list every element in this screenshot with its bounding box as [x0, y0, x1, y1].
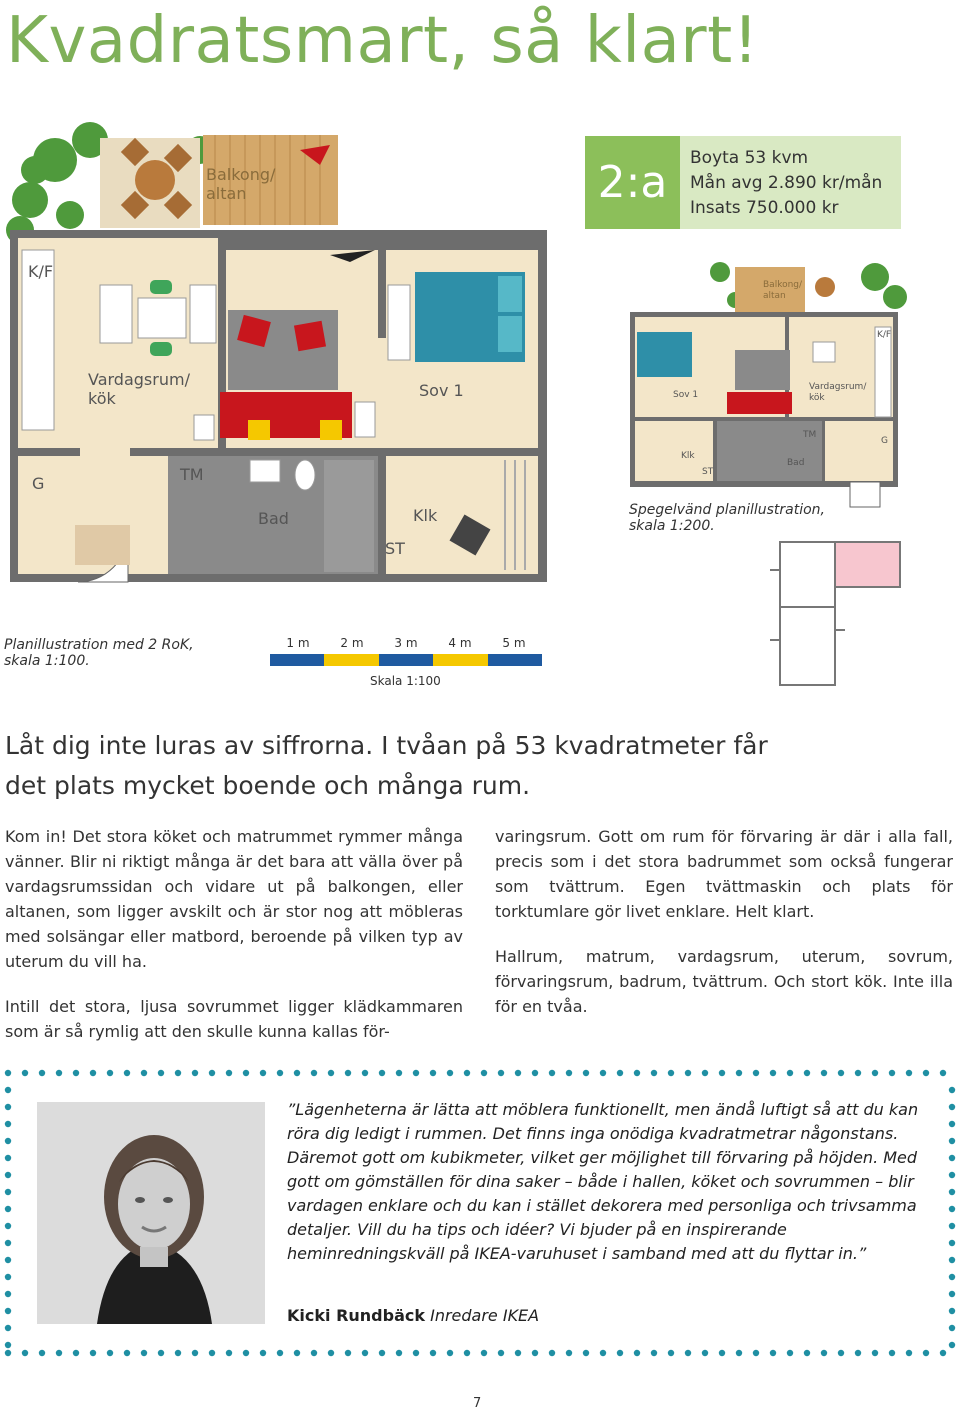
border-dot [787, 1070, 793, 1076]
border-dot [379, 1070, 385, 1076]
room-count: 2:a [585, 136, 680, 229]
border-dot [617, 1070, 623, 1076]
border-dot [345, 1350, 351, 1356]
border-dot [685, 1350, 691, 1356]
border-dot [702, 1350, 708, 1356]
border-dot [736, 1350, 742, 1356]
border-dot [532, 1350, 538, 1356]
border-dot [906, 1350, 912, 1356]
scale-segment [433, 654, 487, 666]
border-dot [617, 1350, 623, 1356]
border-dot [634, 1350, 640, 1356]
border-dot [464, 1070, 470, 1076]
portrait-photo [37, 1102, 265, 1324]
building-key-map [765, 540, 905, 690]
border-dot [362, 1350, 368, 1356]
border-dot [719, 1070, 725, 1076]
border-dot [56, 1070, 62, 1076]
border-dot [192, 1070, 198, 1076]
border-dot [5, 1189, 11, 1195]
scale-tick-3: 3 m [394, 636, 418, 650]
border-dot [872, 1070, 878, 1076]
border-dot [396, 1070, 402, 1076]
border-dot [447, 1070, 453, 1076]
border-dot [838, 1070, 844, 1076]
living-area: Boyta 53 kvm [690, 148, 809, 168]
border-dot [549, 1070, 555, 1076]
border-dot [5, 1104, 11, 1110]
body-column-1 [5, 824, 463, 1064]
border-dot [949, 1155, 955, 1161]
border-dot [73, 1350, 79, 1356]
headline: Låt dig inte luras av siffrorna. I tvåan på 53 kvadratmeter får det plats mycket boende och många rum. [5, 731, 768, 800]
border-dot [855, 1350, 861, 1356]
label-g: G [32, 474, 45, 493]
hall-bench [75, 525, 130, 565]
border-dot [5, 1342, 11, 1348]
border-dot [328, 1070, 334, 1076]
scale-segments [270, 654, 542, 666]
border-dot [566, 1350, 572, 1356]
border-dot [855, 1070, 861, 1076]
border-dot [73, 1070, 79, 1076]
border-dot [889, 1070, 895, 1076]
caption-large-plan: Planillustration med 2 RoK, skala 1:100. [4, 637, 194, 669]
border-dot [940, 1350, 946, 1356]
border-dot [277, 1350, 283, 1356]
border-dot [5, 1172, 11, 1178]
border-dot [549, 1350, 555, 1356]
small-label-closet: Klk [681, 451, 695, 461]
border-dot [209, 1350, 215, 1356]
border-dot [311, 1070, 317, 1076]
border-dot [175, 1350, 181, 1356]
border-dot [949, 1308, 955, 1314]
border-dot [923, 1070, 929, 1076]
toilet [295, 460, 315, 490]
border-dot [719, 1350, 725, 1356]
border-dot [5, 1240, 11, 1246]
border-dot [685, 1070, 691, 1076]
border-dot [736, 1070, 742, 1076]
border-dot [277, 1070, 283, 1076]
small-label-balcony: Balkong/ altan [763, 280, 803, 301]
apartment-details [680, 136, 901, 229]
border-dot [906, 1070, 912, 1076]
border-dot [770, 1350, 776, 1356]
border-dot [949, 1257, 955, 1263]
border-dot [634, 1070, 640, 1076]
border-dot [949, 1325, 955, 1331]
border-dot [5, 1223, 11, 1229]
deposit: Insats 750.000 kr [690, 198, 839, 218]
border-dot [949, 1291, 955, 1297]
scale-label: Skala 1:100 [370, 674, 441, 688]
border-dot [753, 1070, 759, 1076]
border-dot [532, 1070, 538, 1076]
scale-segment [488, 654, 542, 666]
border-dot [949, 1240, 955, 1246]
body-column-2 [495, 824, 953, 1039]
body-paragraph: Intill det stora, ljusa sovrummet ligger klädkammaren som är så rymlig att den skulle kunna kallas för- [5, 997, 463, 1041]
border-dot [124, 1350, 130, 1356]
border-dot [175, 1070, 181, 1076]
body-paragraph: Hallrum, matrum, vardagsrum, uterum, sovrum, förvaringsrum, badrum, tvättrum. Och stort kök. Inte illa för en tvåa. [495, 947, 953, 1016]
small-label-g: G [881, 436, 888, 446]
label-balcony: Balkong/ altan [206, 165, 276, 203]
border-dot [362, 1070, 368, 1076]
border-dot [940, 1070, 946, 1076]
border-dot [804, 1350, 810, 1356]
quote-author [287, 1306, 539, 1325]
border-dot [447, 1350, 453, 1356]
border-dot [5, 1206, 11, 1212]
border-dot [328, 1350, 334, 1356]
border-dot [5, 1138, 11, 1144]
border-dot [949, 1138, 955, 1144]
border-dot [5, 1121, 11, 1127]
border-dot [949, 1342, 955, 1348]
border-dot [515, 1350, 521, 1356]
border-dot [702, 1070, 708, 1076]
floor-plan-large-drawing [0, 120, 560, 630]
scale-segment [324, 654, 378, 666]
border-dot [566, 1070, 572, 1076]
border-dot [107, 1070, 113, 1076]
border-dot [5, 1308, 11, 1314]
border-dot [949, 1121, 955, 1127]
balcony-table [135, 160, 175, 200]
border-dot [651, 1350, 657, 1356]
small-label-kf: K/F [877, 330, 892, 340]
border-dot [22, 1350, 28, 1356]
floor-plan-small [625, 262, 960, 512]
border-dot [5, 1257, 11, 1263]
border-dot [430, 1350, 436, 1356]
border-dot [651, 1070, 657, 1076]
border-dot [787, 1350, 793, 1356]
border-dot [753, 1350, 759, 1356]
border-dot [56, 1350, 62, 1356]
border-dot [5, 1291, 11, 1297]
label-closet: Klk [413, 506, 438, 525]
border-dot [464, 1350, 470, 1356]
border-dot [39, 1070, 45, 1076]
border-dot [770, 1070, 776, 1076]
page-title: Kvadratsmart, så klart! [6, 4, 759, 78]
border-dot [294, 1070, 300, 1076]
border-dot [90, 1350, 96, 1356]
border-dot [600, 1350, 606, 1356]
border-dot [124, 1070, 130, 1076]
border-dot [141, 1070, 147, 1076]
border-dot [107, 1350, 113, 1356]
border-dot [158, 1350, 164, 1356]
small-label-tm: TM [803, 430, 817, 440]
page-number: 7 [473, 1396, 482, 1411]
border-dot [498, 1070, 504, 1076]
border-dot [515, 1070, 521, 1076]
floor-plan-large [0, 120, 560, 630]
border-dot [5, 1274, 11, 1280]
border-dot [430, 1070, 436, 1076]
designer-quote: ”Lägenheterna är lätta att möblera funktionellt, men ändå luftigt så att du kan röra dig ledigt i rummen. Det finns inga onödiga kvadratmetrar någonstans. Däremot gott om kubikmeter, vilket ger möjlighet till förvaring på höjden. Med gott om gömställen för dina saker – både i hallen, köket och sovrummen – blir vardagen enklare och du kan i stället dekorera med personliga och trivsamma detaljer. Vill du ha tips och idéer? Vi bjuder på en inspirerande heminredningskväll på IKEA-varuhuset i samband med att du flyttar in.” [287, 1100, 919, 1263]
monthly-fee: Mån avg 2.890 kr/mån [690, 173, 883, 193]
border-dot [949, 1274, 955, 1280]
scale-ticks [270, 636, 542, 654]
body-paragraph: varingsrum. Gott om rum för förvaring är där i alla fall, precis som i det stora badrummet som också fungerar som tvättrum. Egen tvättmaskin och plats för torktumlare gör livet enklare. Helt klart. [495, 827, 953, 921]
border-dot [5, 1087, 11, 1093]
small-label-st: ST [702, 467, 714, 477]
scale-tick-1: 1 m [286, 636, 310, 650]
bath-sink [250, 460, 280, 482]
label-st: ST [385, 539, 405, 558]
label-bath: Bad [258, 509, 289, 528]
border-dot [668, 1350, 674, 1356]
border-dot [243, 1070, 249, 1076]
border-dot [481, 1350, 487, 1356]
scale-segment [270, 654, 324, 666]
border-dot [311, 1350, 317, 1356]
small-label-living: Vardagsrum/ kök [809, 382, 867, 403]
border-dot [5, 1325, 11, 1331]
border-dot [821, 1350, 827, 1356]
border-dot [260, 1070, 266, 1076]
border-dot [668, 1070, 674, 1076]
border-dot [158, 1070, 164, 1076]
label-kf: K/F [28, 262, 54, 281]
author-name: Kicki Rundbäck [287, 1306, 425, 1325]
border-dot [949, 1223, 955, 1229]
border-dot [481, 1070, 487, 1076]
border-dot [949, 1087, 955, 1093]
border-dot [243, 1350, 249, 1356]
border-dot [345, 1070, 351, 1076]
body-paragraph: Kom in! Det stora köket och matrummet rymmer många vänner. Blir ni riktigt många är det bara att välla över på vardagsrumssidan och vidare ut på balkongen, eller altanen, som ligger avskilt och är stor nog att möbleras med solsängar eller matbord, beroende på vilken typ av uterum du vill ha. [5, 827, 463, 971]
scale-bar [270, 636, 542, 688]
border-dot [889, 1350, 895, 1356]
border-dot [804, 1070, 810, 1076]
border-dot [5, 1155, 11, 1161]
author-title: Inredare IKEA [430, 1306, 540, 1325]
border-dot [141, 1350, 147, 1356]
apartment-info-box [585, 136, 901, 229]
border-dot [294, 1350, 300, 1356]
border-dot [821, 1070, 827, 1076]
portrait-illustration [37, 1102, 265, 1324]
border-dot [5, 1070, 11, 1076]
border-dot [5, 1350, 11, 1356]
label-bedroom: Sov 1 [419, 381, 464, 400]
scale-tick-2: 2 m [340, 636, 364, 650]
label-living: Vardagsrum/ kök [88, 370, 190, 408]
border-dot [226, 1350, 232, 1356]
label-tm: TM [180, 465, 204, 484]
border-dot [838, 1350, 844, 1356]
border-dot [949, 1104, 955, 1110]
dining-table [138, 298, 186, 338]
border-dot [226, 1070, 232, 1076]
border-dot [260, 1350, 266, 1356]
small-label-bedroom: Sov 1 [673, 390, 699, 400]
caption-small-plan: Spegelvänd planillustration, skala 1:200. [629, 502, 826, 534]
border-dot [583, 1070, 589, 1076]
border-dot [396, 1350, 402, 1356]
border-dot [949, 1206, 955, 1212]
small-label-bath: Bad [787, 458, 805, 468]
border-dot [413, 1350, 419, 1356]
scale-tick-5: 5 m [502, 636, 526, 650]
border-dot [209, 1070, 215, 1076]
border-dot [498, 1350, 504, 1356]
border-dot [949, 1172, 955, 1178]
border-dot [600, 1070, 606, 1076]
scale-segment [379, 654, 433, 666]
border-dot [923, 1350, 929, 1356]
border-dot [872, 1350, 878, 1356]
border-dot [22, 1070, 28, 1076]
scale-tick-4: 4 m [448, 636, 472, 650]
border-dot [949, 1189, 955, 1195]
border-dot [413, 1070, 419, 1076]
border-dot [583, 1350, 589, 1356]
border-dot [379, 1350, 385, 1356]
border-dot [192, 1350, 198, 1356]
border-dot [90, 1070, 96, 1076]
border-dot [39, 1350, 45, 1356]
